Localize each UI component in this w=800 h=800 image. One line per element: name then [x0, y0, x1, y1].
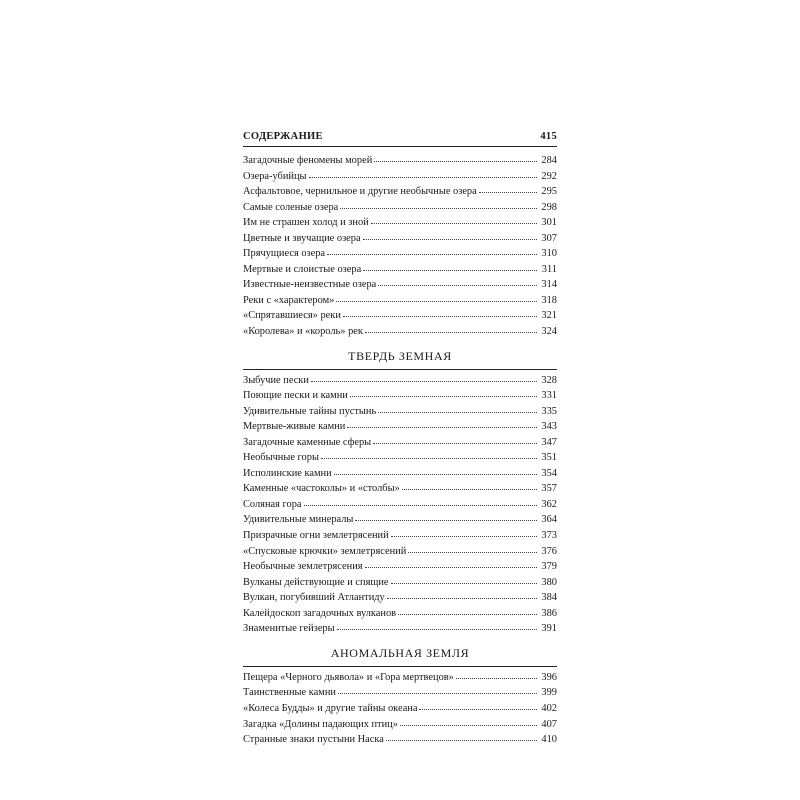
dot-leader [365, 323, 537, 333]
toc-entry-title: Необычные землетрясения [243, 561, 363, 573]
toc-entry [243, 246, 557, 262]
toc-entry [243, 575, 557, 591]
toc-entry-page-number: 331 [541, 390, 557, 402]
dot-leader [336, 292, 537, 302]
toc-entry-title: Поющие пески и камни [243, 390, 348, 402]
toc-entry [243, 277, 557, 293]
toc-entry [243, 308, 557, 324]
running-head [243, 130, 557, 144]
toc-entry-title: Удивительные тайны пустынь [243, 405, 377, 417]
dot-leader [419, 700, 537, 710]
toc-entry [243, 466, 557, 482]
toc-entry-title: Реки с «характером» [243, 294, 335, 306]
dot-leader [365, 558, 537, 568]
toc-entry [243, 231, 557, 247]
toc-entry-title: Каменные «частоколы» и «столбы» [243, 483, 400, 495]
running-head-title: СОДЕРЖАНИЕ [243, 131, 323, 142]
toc-entry-title: «Спусковые крючки» землетрясений [243, 545, 407, 557]
toc-entry-page-number: 351 [541, 452, 557, 464]
toc-entry [243, 388, 557, 404]
toc-entry-page-number: 292 [541, 170, 557, 182]
dot-leader [456, 669, 537, 679]
dot-leader [363, 261, 537, 271]
toc-entry-title: Знаменитые гейзеры [243, 623, 335, 635]
toc-entry-title: Им не страшен холод и зной [243, 217, 369, 229]
dot-leader [363, 230, 537, 240]
table-of-contents [243, 153, 557, 748]
dot-leader [350, 387, 537, 397]
toc-entry [243, 419, 557, 435]
toc-entry-page-number: 295 [541, 186, 557, 198]
toc-entry-title: «Колеса Будды» и другие тайны океана [243, 702, 418, 714]
dot-leader [338, 684, 537, 694]
section-heading: ТВЕРДЬ ЗЕМНАЯ [348, 348, 452, 363]
toc-entry [243, 169, 557, 185]
dot-leader [408, 543, 537, 553]
toc-entry [243, 497, 557, 513]
toc-entry-page-number: 324 [541, 326, 557, 338]
toc-entry [243, 701, 557, 717]
toc-entry-title: Зыбучие пески [243, 374, 309, 386]
toc-entry-page-number: 386 [541, 607, 557, 619]
toc-entry-title: Удивительные минералы [243, 514, 354, 526]
section-heading: АНОМАЛЬНАЯ ЗЕМЛЯ [330, 645, 470, 660]
toc-entry-page-number: 380 [541, 576, 557, 588]
dot-leader [378, 403, 537, 413]
toc-entry-title: Цветные и звучащие озера [243, 232, 361, 244]
dot-leader [309, 168, 538, 178]
toc-entry [243, 670, 557, 686]
toc-entry-title: Загадочные каменные сферы [243, 436, 372, 448]
toc-entry-title: Исполинские камни [243, 467, 332, 479]
toc-entry [243, 717, 557, 733]
toc-page [243, 130, 557, 748]
toc-entry-title: Вулкан, погубивший Атлантиду [243, 592, 385, 604]
toc-entry-title: «Спрятавшиеся» реки [243, 310, 341, 322]
toc-entry-title: Мертвые-живые камни [243, 421, 346, 433]
toc-entry-page-number: 399 [541, 687, 557, 699]
toc-entry [243, 404, 557, 420]
toc-entry-title: Калейдоскоп загадочных вулканов [243, 607, 397, 619]
toc-entry-title: Асфальтовое, чернильное и другие необычные озера [243, 186, 477, 198]
toc-entry [243, 373, 557, 389]
dot-leader [327, 245, 537, 255]
dot-leader [391, 527, 537, 537]
toc-entry-page-number: 376 [541, 545, 557, 557]
dot-leader [337, 620, 537, 630]
toc-entry-title: Необычные горы [243, 452, 319, 464]
dot-leader [355, 511, 537, 521]
toc-entry-page-number: 318 [541, 294, 557, 306]
dot-leader [371, 214, 537, 224]
dot-leader [400, 716, 537, 726]
toc-entry [243, 450, 557, 466]
toc-entry-page-number: 347 [541, 436, 557, 448]
toc-entry-title: Призрачные огни землетрясений [243, 530, 389, 542]
toc-entry [243, 528, 557, 544]
toc-entry-title: «Королева» и «король» рек [243, 326, 363, 338]
toc-entry-page-number: 402 [541, 702, 557, 714]
toc-entry [243, 544, 557, 560]
toc-entry-title: Соляная гора [243, 498, 302, 510]
toc-entry [243, 559, 557, 575]
toc-entry-title: Известные-неизвестные озера [243, 279, 377, 291]
toc-entry [243, 590, 557, 606]
dot-leader [398, 605, 537, 615]
dot-leader [347, 418, 537, 428]
toc-entry-page-number: 357 [541, 483, 557, 495]
toc-entry-page-number: 364 [541, 514, 557, 526]
toc-entry [243, 512, 557, 528]
header-rule [243, 146, 557, 147]
toc-entry-title: Загадочные феномены морей [243, 155, 373, 166]
toc-entry-page-number: 396 [541, 671, 557, 683]
toc-entry-page-number: 298 [541, 201, 557, 213]
toc-entry-page-number: 301 [541, 217, 557, 229]
toc-entry [243, 732, 557, 748]
toc-entry-title: Мертвые и слоистые озера [243, 263, 362, 275]
dot-leader [311, 372, 537, 382]
toc-entry-page-number: 284 [541, 155, 557, 166]
toc-entry-page-number: 373 [541, 530, 557, 542]
toc-entry-page-number: 343 [541, 421, 557, 433]
toc-entry [243, 606, 557, 622]
dot-leader [479, 183, 537, 193]
toc-entry-title: Загадка «Долины падающих птиц» [243, 718, 398, 730]
dot-leader [340, 199, 537, 209]
dot-leader [304, 496, 537, 506]
toc-entry-page-number: 314 [541, 279, 557, 291]
toc-entry-title: Таинственные камни [243, 687, 336, 699]
dot-leader [386, 731, 537, 741]
toc-entry-title: Прячущиеся озера [243, 248, 326, 260]
toc-entry-page-number: 311 [541, 263, 557, 275]
toc-entry [243, 262, 557, 278]
running-head-page-number: 415 [540, 131, 557, 142]
toc-entry [243, 481, 557, 497]
dot-leader [391, 574, 537, 584]
toc-entry [243, 215, 557, 231]
toc-entry [243, 435, 557, 451]
toc-entry [243, 153, 557, 169]
toc-entry-page-number: 379 [541, 561, 557, 573]
toc-entry-page-number: 328 [541, 374, 557, 386]
dot-leader [373, 434, 537, 444]
dot-leader [343, 307, 537, 317]
toc-entry-page-number: 391 [541, 623, 557, 635]
toc-entry-title: Озера-убийцы [243, 170, 307, 182]
toc-entry-page-number: 407 [541, 718, 557, 730]
toc-entry-page-number: 321 [541, 310, 557, 322]
toc-entry-title: Вулканы действующие и спящие [243, 576, 389, 588]
toc-entry [243, 621, 557, 637]
toc-entry-page-number: 335 [541, 405, 557, 417]
toc-entry [243, 184, 557, 200]
dot-leader [402, 480, 537, 490]
toc-entry [243, 293, 557, 309]
toc-entry-page-number: 307 [541, 232, 557, 244]
toc-entry-title: Пещера «Черного дьявола» и «Гора мертвецов» [243, 671, 454, 683]
dot-leader [334, 465, 537, 475]
toc-entry [243, 685, 557, 701]
dot-leader [378, 276, 537, 286]
dot-leader [387, 589, 537, 599]
toc-entry-page-number: 310 [541, 248, 557, 260]
toc-entry-page-number: 384 [541, 592, 557, 604]
dot-leader [374, 152, 537, 162]
toc-entry-title: Самые соленые озера [243, 201, 339, 213]
toc-entry-title: Странные знаки пустыни Наска [243, 734, 384, 746]
toc-entry [243, 200, 557, 216]
toc-entry-page-number: 354 [541, 467, 557, 479]
toc-entry [243, 324, 557, 340]
toc-entry-page-number: 410 [541, 734, 557, 746]
dot-leader [321, 449, 537, 459]
toc-entry-page-number: 362 [541, 498, 557, 510]
